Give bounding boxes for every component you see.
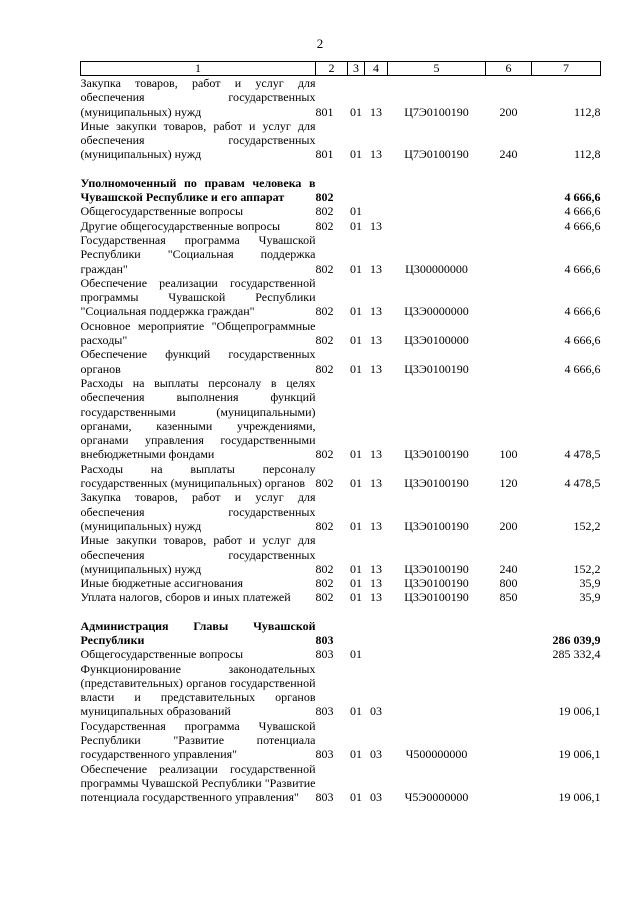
row-name: Обеспечение реализации государственной программы Чувашской Республики "Социальная поддержка граждан"	[80, 275, 316, 319]
ministry-code: 803	[315, 790, 334, 805]
table-row	[81, 762, 601, 805]
amount: 4 666,6	[564, 218, 601, 233]
amount: 19 006,1	[558, 704, 601, 719]
subsection-code: 13	[370, 447, 382, 462]
subsection-code: 03	[370, 704, 382, 719]
amount: 4 666,6	[564, 333, 601, 348]
section-code: 01	[350, 218, 362, 233]
amount: 4 666,6	[564, 304, 601, 319]
subsection-code	[365, 619, 388, 648]
expense-type-code: 200	[499, 518, 518, 533]
table-row	[81, 490, 601, 533]
header-col-1: 1	[81, 62, 316, 76]
section-code: 01	[350, 790, 362, 805]
amount: 112,8	[573, 104, 601, 119]
target-article-code	[388, 219, 486, 233]
row-name: Государственная программа Чувашской Республики "Социальная поддержка граждан"	[80, 232, 316, 276]
row-name: Функционирование законодательных (представительных) органов государственной власти и представительных органов муниципальных образований	[80, 661, 316, 719]
subsection-code: 13	[370, 147, 382, 162]
ministry-code: 802	[315, 333, 334, 348]
table-row	[81, 462, 601, 491]
target-article-code: Ц7Э0100190	[404, 147, 469, 162]
row-name: Обеспечение реализации государственной программы Чувашской Республики "Развитие потенциала государственного управления"	[80, 761, 316, 805]
row-name: Основное мероприятие "Общепрограммные расходы"	[80, 318, 316, 348]
row-name: Иные закупки товаров, работ и услуг для обеспечения государственных (муниципальных) нужд	[80, 533, 316, 576]
ministry-code: 802	[315, 561, 334, 576]
expense-type-code	[486, 347, 532, 376]
ministry-code: 802	[315, 518, 334, 533]
target-article-code: Ц3Э0100000	[404, 333, 469, 348]
table-row	[81, 619, 601, 648]
section-code: 01	[350, 304, 362, 319]
target-article-code: Ц3Э0100190	[404, 476, 469, 491]
table-row	[81, 347, 601, 376]
section-code: 01	[350, 447, 362, 462]
table-row	[81, 76, 601, 119]
row-name: Общегосударственные вопросы	[80, 647, 244, 662]
expense-type-code	[486, 319, 532, 348]
ministry-code: 803	[315, 704, 334, 719]
ministry-code: 802	[315, 361, 334, 376]
ministry-code: 802	[315, 576, 334, 591]
header-col-5: 5	[388, 62, 486, 76]
target-article-code: Ц7Э0100190	[404, 104, 469, 119]
ministry-code: 802	[315, 190, 334, 205]
expense-type-code	[486, 276, 532, 319]
target-article-code: Ч5Э0000000	[404, 790, 469, 805]
expense-type-code: 120	[499, 476, 518, 491]
ministry-code: 802	[315, 261, 334, 276]
ministry-code: 802	[315, 590, 334, 605]
subsection-code: 13	[370, 361, 382, 376]
page-number: 2	[316, 36, 324, 51]
ministry-code: 802	[315, 447, 334, 462]
expense-type-code	[486, 662, 532, 719]
section-code: 01	[350, 204, 362, 219]
row-name: Расходы на выплаты персоналу в целях обеспечения выполнения функций государственными (муниципальными) органами, казенными учреждениями, органами управления государственными внебюджетными фондами	[80, 375, 316, 462]
row-name: Иные бюджетные ассигнования	[80, 576, 243, 591]
target-article-code	[388, 662, 486, 719]
target-article-code	[388, 204, 486, 218]
row-name: Уплата налогов, сборов и иных платежей	[80, 590, 291, 605]
subsection-code: 03	[370, 790, 382, 805]
amount: 4 666,6	[564, 190, 601, 205]
expense-type-code	[486, 647, 532, 661]
row-name: Закупка товаров, работ и услуг для обеспечения государственных (муниципальных) нужд	[80, 76, 316, 119]
ministry-code: 803	[315, 632, 334, 647]
target-article-code	[388, 619, 486, 648]
table-row	[81, 219, 601, 233]
row-name: Расходы на выплаты персоналу государственных (муниципальных) органов	[80, 461, 316, 491]
target-article-code: Ц3Э0100190	[404, 576, 469, 591]
ministry-code: 802	[315, 204, 334, 219]
ministry-code: 801	[315, 147, 334, 162]
section-code	[348, 176, 365, 205]
section-code: 01	[350, 747, 362, 762]
table-row	[81, 204, 601, 218]
subsection-code: 13	[370, 304, 382, 319]
target-article-code: Ч500000000	[405, 747, 468, 762]
table-row	[81, 376, 601, 462]
subsection-code: 03	[370, 747, 382, 762]
subsection-code: 13	[370, 576, 382, 591]
amount: 285 332,4	[552, 647, 601, 662]
amount: 35,9	[579, 576, 601, 591]
amount: 4 666,6	[564, 204, 601, 219]
ministry-code: 802	[315, 304, 334, 319]
budget-table	[80, 61, 601, 805]
target-article-code: Ц3Э0100190	[404, 518, 469, 533]
section-code: 01	[350, 647, 362, 662]
target-article-code: Ц3Э0000000	[404, 304, 469, 319]
target-article-code	[388, 176, 486, 205]
spacer-cell	[81, 605, 601, 619]
table-row	[81, 176, 601, 205]
subsection-code: 13	[370, 261, 382, 276]
table-row	[81, 276, 601, 319]
subsection-code: 13	[370, 104, 382, 119]
amount: 4 478,5	[564, 476, 601, 491]
target-article-code: Ц3Э0100190	[404, 590, 469, 605]
header-row	[81, 62, 601, 76]
table-row	[81, 533, 601, 576]
subsection-code: 13	[370, 218, 382, 233]
header-col-6: 6	[486, 62, 532, 76]
amount: 19 006,1	[558, 790, 601, 805]
row-name: Другие общегосударственные вопросы	[80, 218, 281, 233]
section-code: 01	[350, 261, 362, 276]
header-col-4: 4	[365, 62, 388, 76]
target-article-code: Ц3Э0100190	[404, 447, 469, 462]
target-article-code: Ц3Э0100190	[404, 361, 469, 376]
section-code: 01	[350, 333, 362, 348]
expense-type-code	[486, 176, 532, 205]
section-code: 01	[350, 518, 362, 533]
subsection-code: 13	[370, 476, 382, 491]
target-article-code: Ц300000000	[405, 261, 468, 276]
target-article-code: Ц3Э0100190	[404, 561, 469, 576]
section-code: 01	[350, 590, 362, 605]
expense-type-code: 240	[499, 561, 518, 576]
expense-type-code	[486, 619, 532, 648]
row-name: Уполномоченный по правам человека в Чувашской Республике и его аппарат	[80, 175, 316, 205]
expense-type-code	[486, 204, 532, 218]
expense-type-code	[486, 762, 532, 805]
ministry-code: 802	[315, 476, 334, 491]
section-code: 01	[350, 104, 362, 119]
expense-type-code	[486, 719, 532, 762]
row-name: Иные закупки товаров, работ и услуг для обеспечения государственных (муниципальных) нужд	[80, 118, 316, 162]
row-name: Администрация Главы Чувашской Республики	[80, 618, 316, 647]
table-row	[81, 590, 601, 604]
subsection-code	[365, 647, 388, 661]
section-code: 01	[350, 704, 362, 719]
table-row	[81, 319, 601, 348]
table-row	[81, 719, 601, 762]
expense-type-code: 240	[499, 147, 518, 162]
section-code	[348, 619, 365, 648]
amount: 4 478,5	[564, 447, 601, 462]
section-code: 01	[350, 561, 362, 576]
expense-type-code: 200	[499, 104, 518, 119]
expense-type-code	[486, 219, 532, 233]
table-row	[81, 119, 601, 162]
section-code: 01	[350, 476, 362, 491]
amount: 35,9	[579, 590, 601, 605]
amount: 286 039,9	[552, 632, 601, 647]
section-code: 01	[350, 361, 362, 376]
amount: 4 666,6	[564, 261, 601, 276]
section-code: 01	[350, 576, 362, 591]
table-body	[81, 76, 601, 805]
subsection-code: 13	[370, 561, 382, 576]
subsection-code: 13	[370, 518, 382, 533]
amount: 152,2	[573, 518, 601, 533]
expense-type-code: 850	[499, 590, 518, 605]
subsection-code: 13	[370, 590, 382, 605]
subsection-code	[365, 204, 388, 218]
spacer-row	[81, 162, 601, 176]
header-col-3: 3	[348, 62, 365, 76]
ministry-code: 802	[315, 218, 334, 233]
ministry-code: 801	[315, 104, 334, 119]
expense-type-code: 800	[499, 576, 518, 591]
expense-type-code: 100	[499, 447, 518, 462]
subsection-code: 13	[370, 333, 382, 348]
ministry-code: 803	[315, 647, 334, 662]
row-name: Закупка товаров, работ и услуг для обеспечения государственных (муниципальных) нужд	[80, 490, 316, 533]
table-row	[81, 576, 601, 590]
table-row	[81, 647, 601, 661]
amount: 4 666,6	[564, 361, 601, 376]
subsection-code	[365, 176, 388, 205]
spacer-cell	[81, 162, 601, 176]
table-row	[81, 662, 601, 719]
row-name: Государственная программа Чувашской Республики "Развитие потенциала государственного управления"	[80, 718, 316, 762]
amount: 152,2	[573, 561, 601, 576]
section-code: 01	[350, 147, 362, 162]
amount: 112,8	[573, 147, 601, 162]
row-name: Обеспечение функций государственных органов	[80, 347, 316, 376]
row-name: Общегосударственные вопросы	[80, 204, 244, 219]
ministry-code: 803	[315, 747, 334, 762]
spacer-row	[81, 605, 601, 619]
header-col-2: 2	[316, 62, 348, 76]
target-article-code	[388, 647, 486, 661]
header-col-7: 7	[532, 62, 601, 76]
table-row	[81, 233, 601, 276]
amount: 19 006,1	[558, 747, 601, 762]
expense-type-code	[486, 233, 532, 276]
